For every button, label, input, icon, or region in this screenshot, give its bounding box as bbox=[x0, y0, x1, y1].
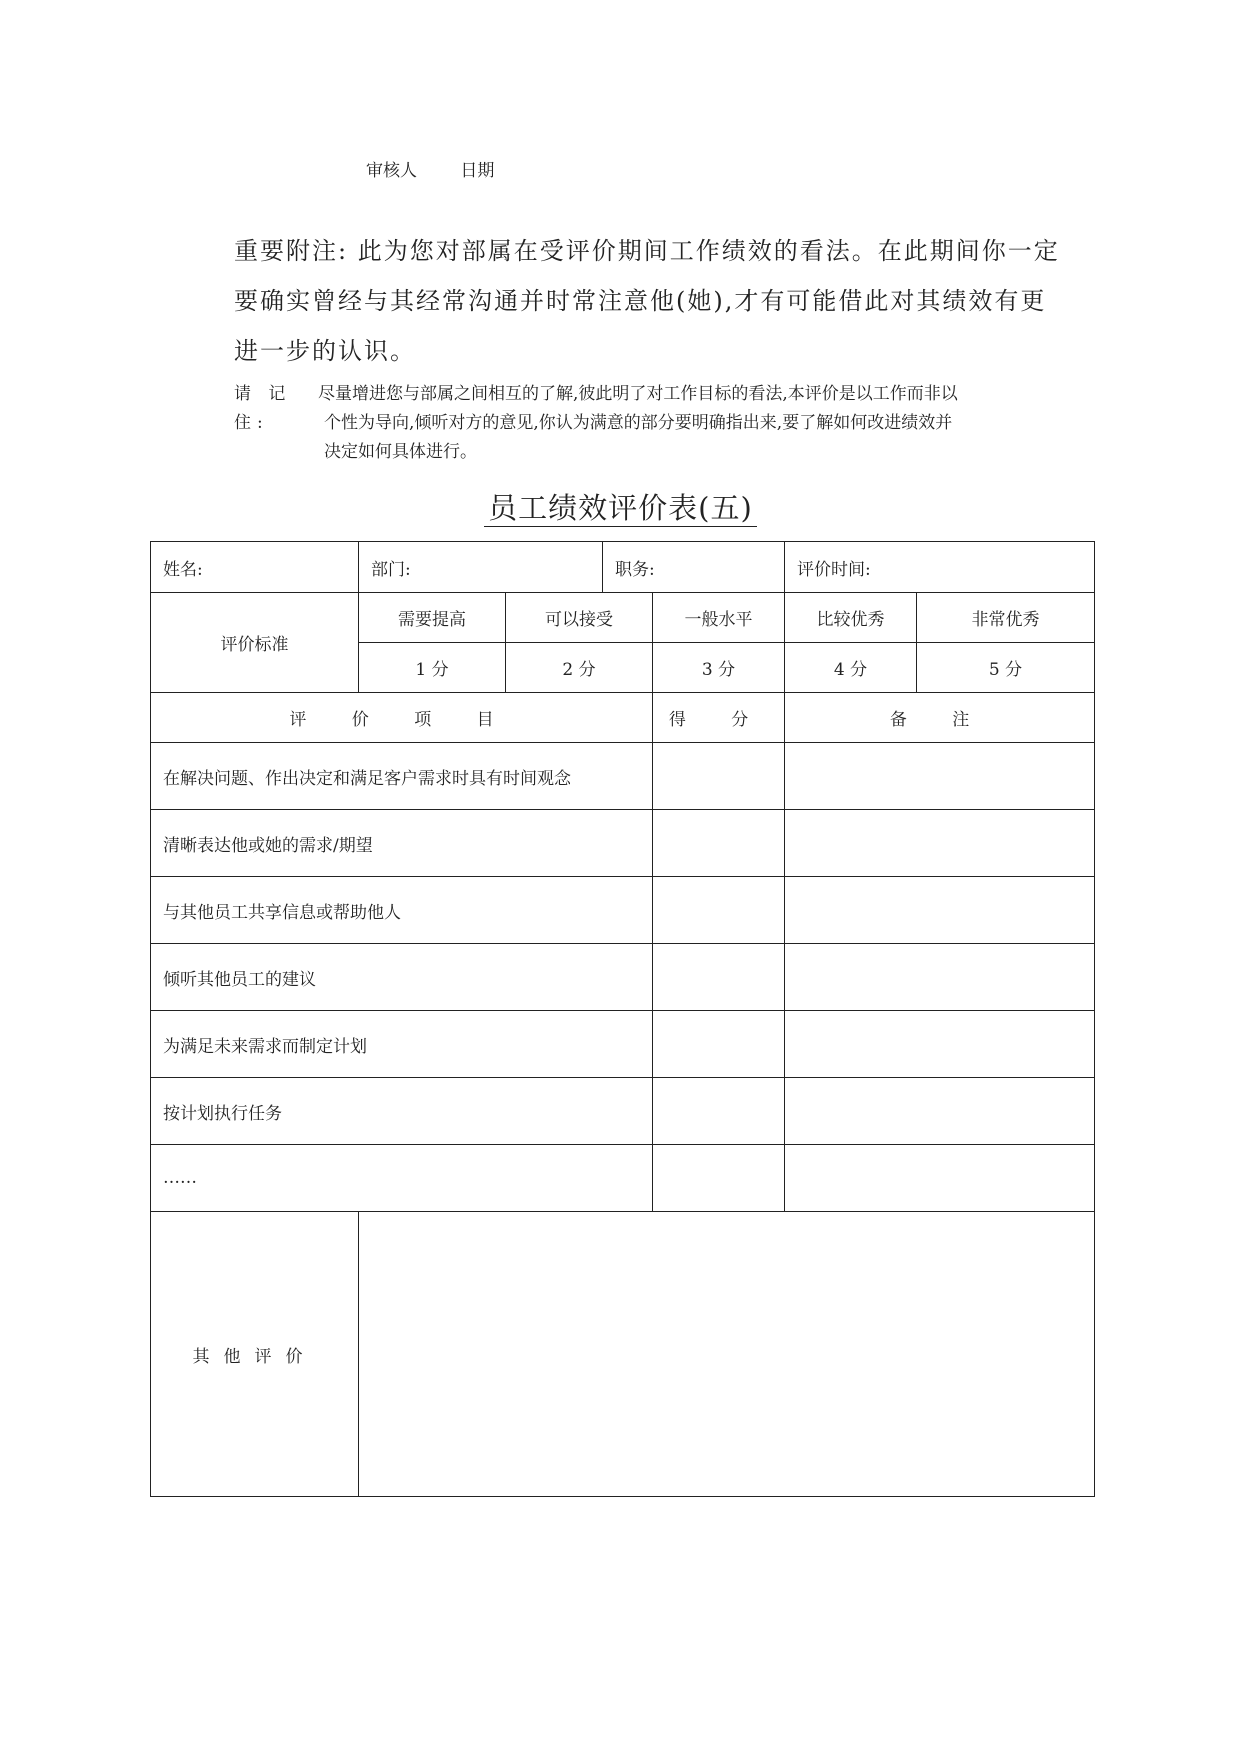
criteria-level-2: 可以接受 bbox=[506, 593, 653, 643]
criteria-level-1: 需要提高 bbox=[359, 593, 506, 643]
column-header-row bbox=[151, 693, 1095, 743]
position-field[interactable]: 职务: bbox=[603, 542, 785, 593]
other-evaluation-field[interactable] bbox=[359, 1212, 1095, 1497]
score-cell[interactable] bbox=[653, 810, 785, 877]
criteria-score-3: 3 分 bbox=[653, 643, 785, 693]
score-cell[interactable] bbox=[653, 1078, 785, 1145]
table-row bbox=[151, 1011, 1095, 1078]
criteria-label: 评价标准 bbox=[151, 593, 359, 693]
remark-cell[interactable] bbox=[785, 743, 1095, 810]
table-row bbox=[151, 1078, 1095, 1145]
evaluation-item: 为满足未来需求而制定计划 bbox=[151, 1011, 653, 1078]
form-title-text: 员工绩效评价表(五) bbox=[484, 491, 757, 527]
score-cell[interactable] bbox=[653, 743, 785, 810]
important-note bbox=[234, 226, 1064, 376]
date-label: 日期 bbox=[460, 161, 495, 181]
form-title bbox=[0, 486, 1241, 527]
reviewer-label: 审核人 bbox=[366, 161, 417, 181]
remember-line-2: 个性为导向,倾听对方的意见,你认为满意的部分要明确指出来,要了解如何改进绩效并 bbox=[324, 413, 953, 433]
remember-label: 请 记 住: bbox=[234, 384, 292, 433]
item-column-header: 评 价 项 目 bbox=[151, 693, 653, 743]
score-column-header: 得 分 bbox=[653, 693, 785, 743]
table-row bbox=[151, 877, 1095, 944]
remark-cell[interactable] bbox=[785, 877, 1095, 944]
evaluation-item: 清晰表达他或她的需求/期望 bbox=[151, 810, 653, 877]
note-text: 此为您对部属在受评价期间工作绩效的看法。在此期间你一定要确实曾经与其经常沟通并时常注意他(她),才有可能借此对其绩效有更进一步的认识。 bbox=[234, 237, 1060, 365]
criteria-level-5: 非常优秀 bbox=[917, 593, 1095, 643]
remark-cell[interactable] bbox=[785, 810, 1095, 877]
table-row bbox=[151, 1145, 1095, 1212]
remember-line-1: 尽量增进您与部属之间相互的了解,彼此明了对工作目标的看法,本评价是以工作而非以 bbox=[318, 384, 958, 404]
table-row bbox=[151, 810, 1095, 877]
criteria-level-4: 比较优秀 bbox=[785, 593, 917, 643]
score-cell[interactable] bbox=[653, 1011, 785, 1078]
table-row bbox=[151, 743, 1095, 810]
criteria-score-2: 2 分 bbox=[506, 643, 653, 693]
reviewer-line bbox=[366, 156, 532, 181]
evaluation-item: …… bbox=[151, 1145, 653, 1212]
remark-cell[interactable] bbox=[785, 1011, 1095, 1078]
criteria-level-3: 一般水平 bbox=[653, 593, 785, 643]
evaluation-item: 与其他员工共享信息或帮助他人 bbox=[151, 877, 653, 944]
criteria-score-1: 1 分 bbox=[359, 643, 506, 693]
other-evaluation-label: 其他评价 bbox=[151, 1212, 359, 1497]
remark-cell[interactable] bbox=[785, 1078, 1095, 1145]
remark-column-header: 备 注 bbox=[785, 693, 1095, 743]
score-cell[interactable] bbox=[653, 877, 785, 944]
remember-line-3: 决定如何具体进行。 bbox=[324, 442, 477, 462]
remember-text bbox=[318, 380, 1064, 467]
note-label: 重要附注: bbox=[234, 237, 349, 265]
review-time-field[interactable]: 评价时间: bbox=[785, 542, 1095, 593]
criteria-row bbox=[151, 593, 1095, 643]
info-row bbox=[151, 542, 1095, 593]
other-evaluation-row bbox=[151, 1212, 1095, 1497]
score-cell[interactable] bbox=[653, 944, 785, 1011]
evaluation-table bbox=[150, 541, 1095, 1497]
evaluation-item: 在解决问题、作出决定和满足客户需求时具有时间观念 bbox=[151, 743, 653, 810]
department-field[interactable]: 部门: bbox=[359, 542, 603, 593]
evaluation-item: 按计划执行任务 bbox=[151, 1078, 653, 1145]
table-row bbox=[151, 944, 1095, 1011]
criteria-score-5: 5 分 bbox=[917, 643, 1095, 693]
remark-cell[interactable] bbox=[785, 1145, 1095, 1212]
criteria-score-4: 4 分 bbox=[785, 643, 917, 693]
remark-cell[interactable] bbox=[785, 944, 1095, 1011]
name-field[interactable]: 姓名: bbox=[151, 542, 359, 593]
evaluation-item: 倾听其他员工的建议 bbox=[151, 944, 653, 1011]
score-cell[interactable] bbox=[653, 1145, 785, 1212]
